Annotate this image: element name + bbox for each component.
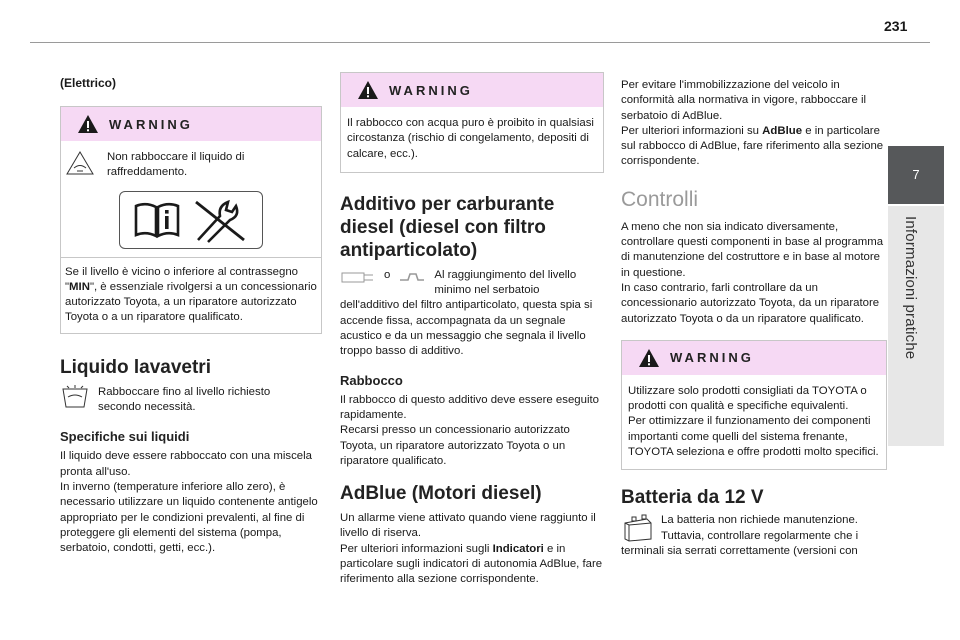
refill-text: Il rabbocco di questo additivo deve essere eseguito rapidamente. Recarsi presso un concessionario autorizzato Toyota, un riparatore autorizzato Toyota o un riparatore qualificato.	[340, 393, 599, 467]
column-2	[340, 72, 604, 588]
washer-text: Rabboccare fino al livello richiesto secondo necessità.	[98, 385, 271, 414]
intro-label: (Elettrico)	[60, 76, 117, 90]
adblue-continued-text: Per evitare l'immobilizzazione del veicolo in conformità alla normativa in vigore, rabboccare il serbatoio di AdBlue. Per ulteriori informazioni su AdBlue e in particolare sul rabbocco di AdBlue, fare riferimento alla sezione corrispondente.	[621, 79, 884, 168]
warning-title: WARNING	[389, 82, 473, 98]
caution-triangle-icon	[65, 150, 95, 176]
no-tools-icon	[190, 196, 250, 244]
additive-intro: Al raggiungimento del livello minimo nel serbatoio	[434, 268, 577, 297]
warning-triangle-icon	[357, 80, 379, 100]
column-1	[60, 68, 322, 556]
side-tab[interactable]	[888, 206, 944, 446]
top-rule	[30, 42, 930, 43]
manual-book-icon	[132, 200, 182, 240]
warning-products-text: Utilizzare solo prodotti consigliati da TOYOTA o prodotti con qualità e specifiche equivalenti. Per ottimizzare il funzionamento dei componenti importanti come quelli del sistema frenante, TOYOTA seleziona e offre prodotti molto specifici.	[628, 384, 879, 459]
warning-box-water	[340, 72, 604, 173]
warning-header	[341, 73, 603, 107]
subheading-specs: Specifiche sui liquidi	[60, 429, 190, 445]
washer-fluid-icon	[60, 385, 90, 411]
controls-text: A meno che non sia indicato diversamente, controllare questi componenti in base al programma di manutenzione del costruttore e in base al motore in questione. In caso contrario, farli controllare da un concessionario autorizzato Toyota, da un riparatore autorizzato Toyota o da un riparatore qualificato.	[621, 220, 884, 325]
warning-triangle-icon	[77, 114, 99, 134]
additive-warning-lamp-icon	[340, 268, 376, 286]
warning-triangle-icon	[638, 348, 660, 368]
warning-title: WARNING	[109, 116, 193, 132]
warning-box-coolant	[60, 106, 322, 334]
warning-water-text: Il rabbocco con acqua puro è proibito in qualsiasi circostanza (rischio di congelamento, depositi di calcare, ecc.).	[347, 117, 594, 160]
warning-level-text: Se il livello è vicino o inferiore al contrassegno "MIN", è essenziale rivolgersi a un concessionario autorizzato Toyota, a un riparatore autorizzato Toyota o a un riparatore qualificato.	[65, 265, 317, 324]
additive-text: dell'additivo del filtro antiparticolato, questa spia si accende fissa, accompagnata da un segnale acustico e da un messaggio che segnala il livello troppo basso di additivo.	[340, 299, 593, 358]
warning-header	[61, 107, 321, 141]
side-tab-label: Informazioni pratiche	[902, 216, 919, 360]
column-3	[621, 78, 887, 559]
warning-item-text: Non rabboccare il liquido di raffreddamento.	[107, 151, 245, 179]
warning-title: WARNING	[670, 350, 754, 366]
section-heading-additive: Additivo per carburante diesel (diesel con filtro antiparticolato)	[340, 193, 555, 261]
section-heading-battery: Batteria da 12 V	[621, 487, 764, 509]
warning-box-products	[621, 340, 887, 470]
icon-separator: o	[384, 268, 391, 281]
battery-icon	[621, 513, 655, 543]
illustration-panel	[119, 191, 263, 249]
adblue-text: Un allarme viene attivato quando viene raggiunto il livello di riserva. Per ulteriori informazioni sugli Indicatori e in particolare sugli indicatori di autonomia AdBlue, fare riferimento alla sezione corrispondente.	[340, 512, 603, 586]
subheading-refill: Rabbocco	[340, 372, 403, 388]
section-heading-controls: Controlli	[621, 187, 699, 211]
section-heading-adblue: AdBlue (Motori diesel)	[340, 483, 542, 505]
warning-header	[622, 341, 886, 375]
battery-text: terminali sia serrati correttamente (versioni con	[621, 544, 858, 557]
specs-text: Il liquido deve essere rabboccato con una miscela pronta all'uso. In inverno (temperature inferiore allo zero), è necessario utilizzare un liquido contenente antigelo appropriato per le condizioni prevalenti, al fine di proteggere gli elementi del sistema (pompa, serbatoio, condotti, getti, ecc.).	[60, 450, 318, 555]
warning-divider	[61, 257, 321, 258]
battery-intro: La batteria non richiede manutenzione. Tuttavia, controllare regolarmente che i	[661, 514, 859, 542]
side-tab-number[interactable]: 7	[888, 146, 944, 204]
section-heading-washer: Liquido lavavetri	[60, 356, 211, 378]
page-number: 231	[884, 18, 908, 34]
fuel-filter-icon	[398, 268, 426, 286]
